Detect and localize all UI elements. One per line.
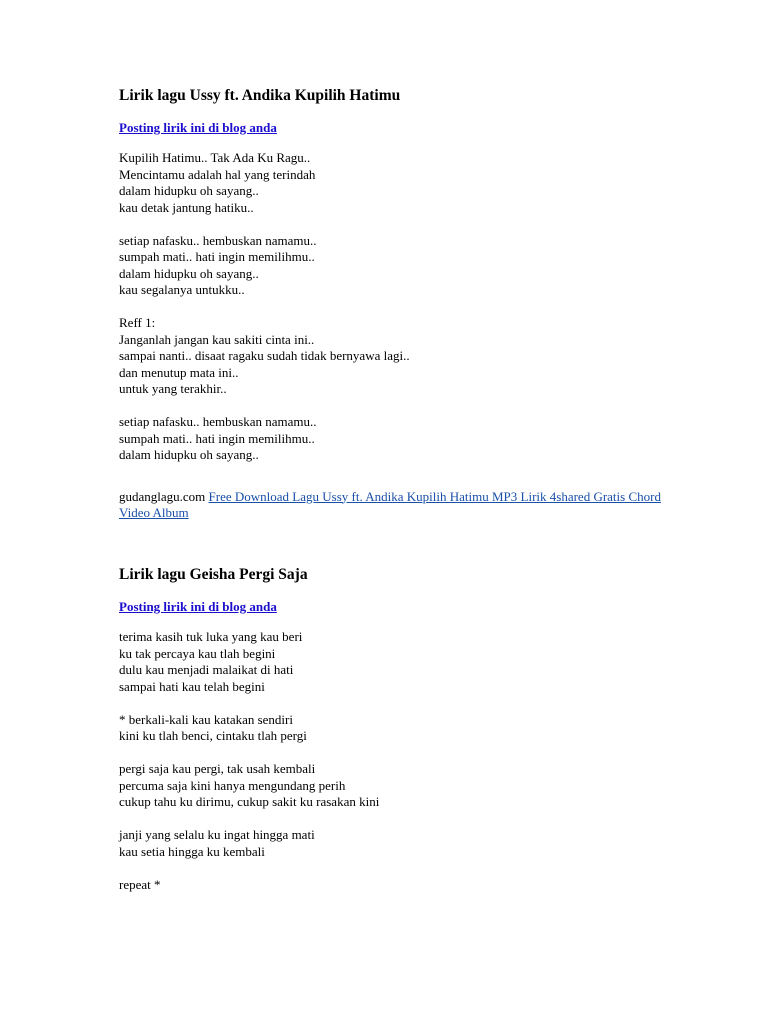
lyric-line: kau segalanya untukku..	[119, 282, 245, 297]
lyric-line: sumpah mati.. hati ingin memilihmu..	[119, 249, 315, 264]
free-download-link[interactable]: Free Download Lagu Ussy ft. Andika Kupilih Hatimu MP3 Lirik 4shared Gratis Chord Video Album	[119, 488, 661, 520]
stanza	[119, 761, 679, 811]
lyric-line: janji yang selalu ku ingat hingga mati	[119, 827, 315, 842]
stanza	[119, 877, 679, 894]
lyrics	[119, 150, 679, 464]
lyric-line: dalam hidupku oh sayang..	[119, 447, 259, 462]
lyric-line: ku tak percaya kau tlah begini	[119, 645, 276, 661]
song-section-kupilih-hatimu	[119, 86, 679, 522]
lyric-line: kau detak jantung hatiku..	[119, 199, 254, 215]
lyric-line: sampai nanti.. disaat ragaku sudah tidak bernyawa lagi..	[119, 348, 410, 363]
lyric-line: dan menutup mata ini..	[119, 364, 239, 380]
lyric-line: Reff 1:	[119, 315, 156, 330]
stanza	[119, 150, 679, 216]
lyric-line: kini ku tlah benci, cintaku tlah pergi	[119, 728, 307, 743]
lyric-line: Kupilih Hatimu.. Tak Ada Ku Ragu..	[119, 150, 311, 165]
lyric-line: cukup tahu ku dirimu, cukup sakit ku rasakan kini	[119, 794, 380, 809]
lyric-line: untuk yang terakhir..	[119, 381, 227, 396]
lyric-line: terima kasih tuk luka yang kau beri	[119, 629, 303, 644]
lyric-line: Mencintamu adalah hal yang terindah	[119, 166, 316, 182]
post-to-blog-link[interactable]: Posting lirik ini di blog anda	[119, 599, 277, 614]
post-to-blog-link[interactable]: Posting lirik ini di blog anda	[119, 120, 277, 135]
lyric-line: sumpah mati.. hati ingin memilihmu..	[119, 430, 315, 446]
lyric-line: kau setia hingga ku kembali	[119, 843, 265, 859]
lyric-line: setiap nafasku.. hembuskan namamu..	[119, 232, 317, 248]
stanza	[119, 414, 679, 464]
song-title: Lirik lagu Ussy ft. Andika Kupilih Hatimu	[119, 87, 401, 104]
lyric-line: repeat *	[119, 876, 161, 892]
lyrics	[119, 629, 679, 893]
source-attribution	[119, 489, 679, 522]
lyric-line: dulu kau menjadi malaikat di hati	[119, 662, 294, 677]
lyric-line: setiap nafasku.. hembuskan namamu..	[119, 414, 317, 429]
lyric-line: dalam hidupku oh sayang..	[119, 183, 259, 198]
lyric-line: * berkali-kali kau katakan sendiri	[119, 711, 293, 727]
stanza	[119, 827, 679, 860]
lyric-line: dalam hidupku oh sayang..	[119, 265, 259, 281]
lyric-line: percuma saja kini hanya mengundang perih	[119, 777, 346, 793]
song-title: Lirik lagu Geisha Pergi Saja	[119, 566, 308, 583]
lyric-line: Janganlah jangan kau sakiti cinta ini..	[119, 331, 315, 347]
lyric-line: pergi saja kau pergi, tak usah kembali	[119, 761, 316, 776]
stanza	[119, 233, 679, 299]
song-section-pergi-saja	[119, 565, 679, 893]
stanza	[119, 712, 679, 745]
stanza	[119, 629, 679, 695]
source-site: gudanglagu.com	[119, 488, 206, 504]
lyric-line: sampai hati kau telah begini	[119, 678, 265, 694]
stanza	[119, 315, 679, 398]
